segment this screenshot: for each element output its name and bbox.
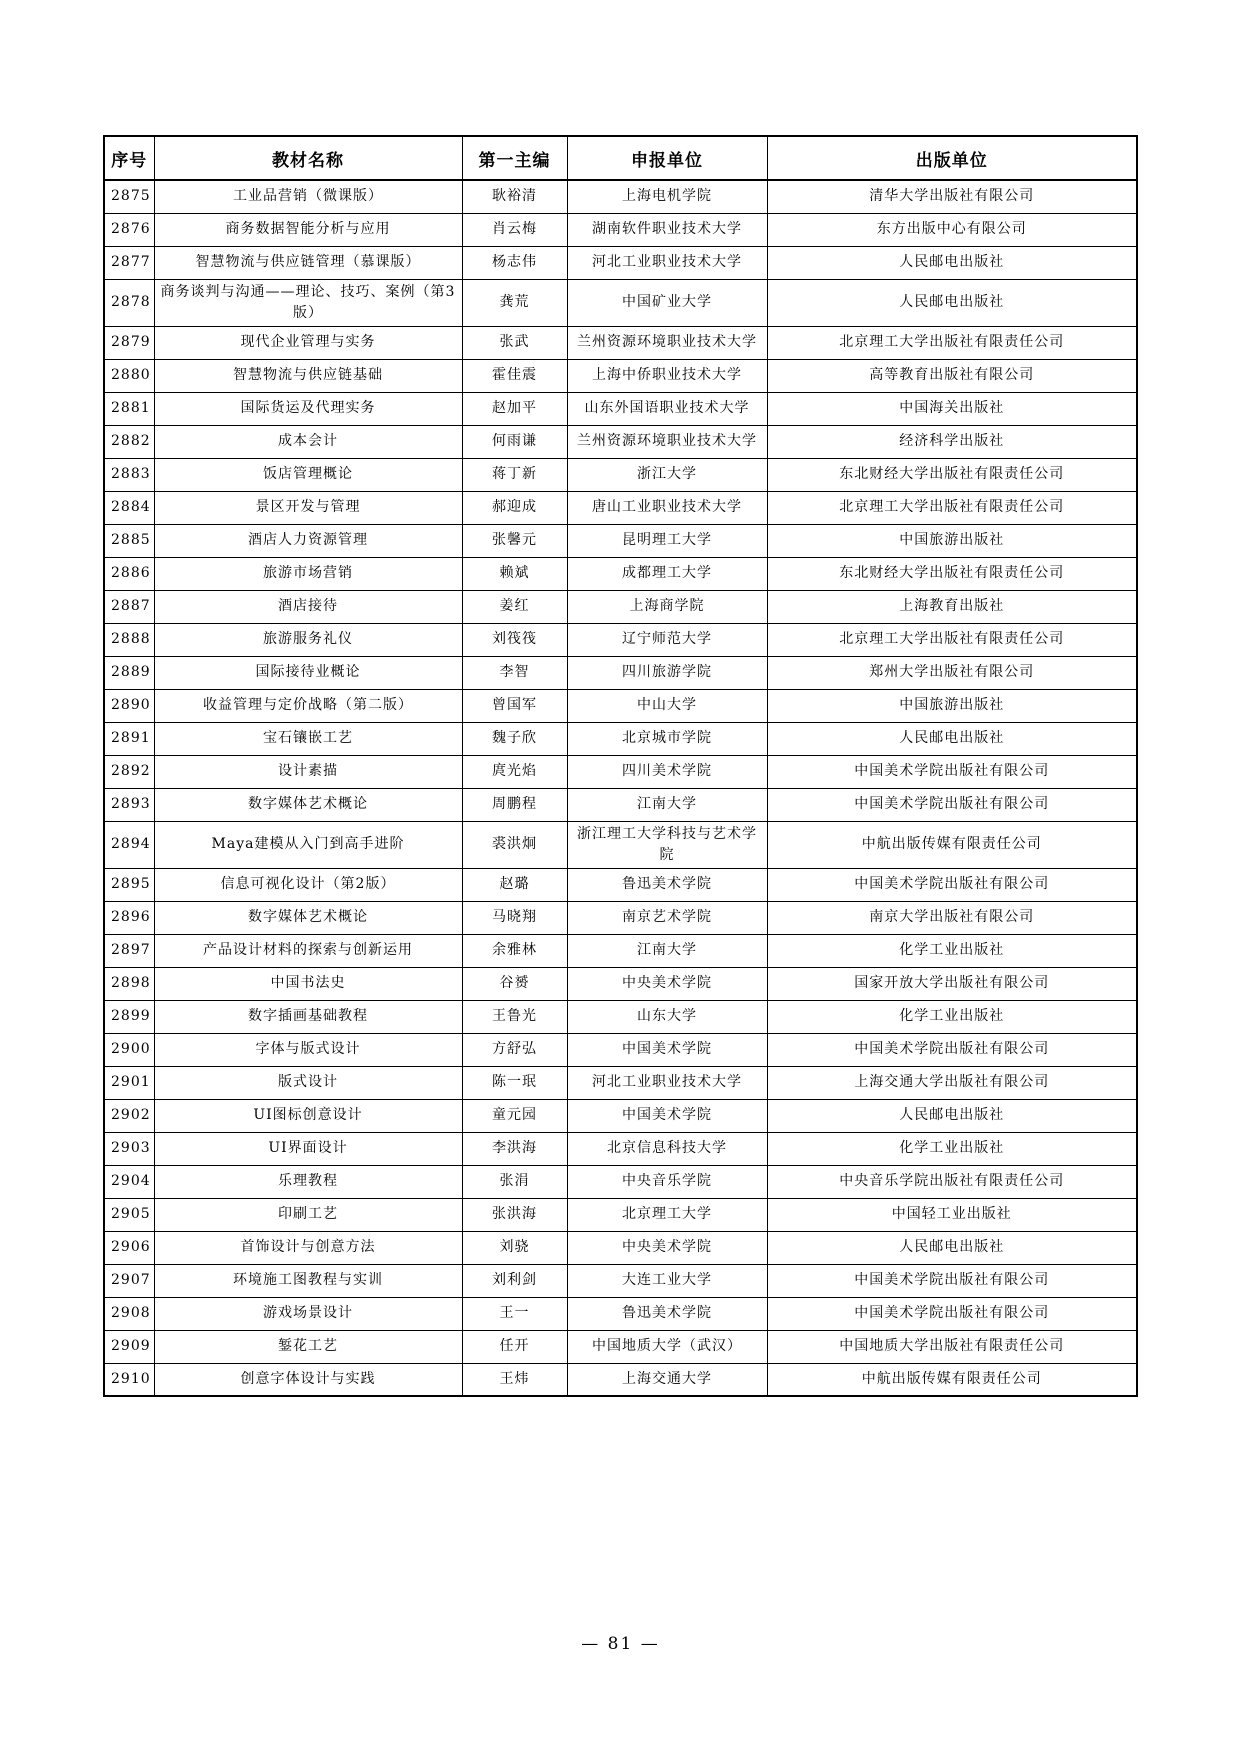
- table-row: [104, 689, 1137, 722]
- table-row: [104, 722, 1137, 755]
- cell-textbook-name: 旅游服务礼仪: [154, 623, 462, 656]
- cell-applying-unit: 大连工业大学: [567, 1264, 767, 1297]
- cell-textbook-name: 数字媒体艺术概论: [154, 788, 462, 821]
- cell-serial-number: 2887: [104, 590, 154, 623]
- cell-textbook-name: Maya建模从入门到高手进阶: [154, 821, 462, 868]
- cell-serial-number: 2892: [104, 755, 154, 788]
- cell-applying-unit: 河北工业职业技术大学: [567, 246, 767, 279]
- cell-first-editor: 刘骁: [462, 1231, 567, 1264]
- cell-applying-unit: 河北工业职业技术大学: [567, 1066, 767, 1099]
- table-row: [104, 1363, 1137, 1396]
- cell-first-editor: 张涓: [462, 1165, 567, 1198]
- cell-textbook-name: 国际接待业概论: [154, 656, 462, 689]
- cell-first-editor: 陈一珉: [462, 1066, 567, 1099]
- cell-publishing-unit: 人民邮电出版社: [767, 1231, 1137, 1264]
- cell-publishing-unit: 上海交通大学出版社有限公司: [767, 1066, 1137, 1099]
- cell-first-editor: 刘利剑: [462, 1264, 567, 1297]
- cell-applying-unit: 中国地质大学（武汉）: [567, 1330, 767, 1363]
- cell-textbook-name: 酒店接待: [154, 590, 462, 623]
- cell-textbook-name: 游戏场景设计: [154, 1297, 462, 1330]
- cell-serial-number: 2893: [104, 788, 154, 821]
- cell-applying-unit: 中国美术学院: [567, 1099, 767, 1132]
- cell-first-editor: 魏子欣: [462, 722, 567, 755]
- cell-textbook-name: 商务数据智能分析与应用: [154, 213, 462, 246]
- table-row: [104, 213, 1137, 246]
- table-row: [104, 180, 1137, 213]
- cell-applying-unit: 浙江大学: [567, 458, 767, 491]
- cell-applying-unit: 兰州资源环境职业技术大学: [567, 425, 767, 458]
- cell-serial-number: 2882: [104, 425, 154, 458]
- cell-serial-number: 2883: [104, 458, 154, 491]
- cell-publishing-unit: 北京理工大学出版社有限责任公司: [767, 326, 1137, 359]
- cell-textbook-name: 信息可视化设计（第2版）: [154, 868, 462, 901]
- cell-applying-unit: 江南大学: [567, 934, 767, 967]
- table-row: [104, 1297, 1137, 1330]
- cell-serial-number: 2888: [104, 623, 154, 656]
- cell-applying-unit: 江南大学: [567, 788, 767, 821]
- cell-serial-number: 2880: [104, 359, 154, 392]
- cell-applying-unit: 中山大学: [567, 689, 767, 722]
- cell-publishing-unit: 北京理工大学出版社有限责任公司: [767, 491, 1137, 524]
- cell-publishing-unit: 化学工业出版社: [767, 934, 1137, 967]
- cell-publishing-unit: 化学工业出版社: [767, 1000, 1137, 1033]
- cell-publishing-unit: 中航出版传媒有限责任公司: [767, 821, 1137, 868]
- cell-textbook-name: 宝石镶嵌工艺: [154, 722, 462, 755]
- cell-textbook-name: 印刷工艺: [154, 1198, 462, 1231]
- table-row: [104, 524, 1137, 557]
- cell-serial-number: 2902: [104, 1099, 154, 1132]
- cell-first-editor: 郝迎成: [462, 491, 567, 524]
- cell-serial-number: 2901: [104, 1066, 154, 1099]
- cell-textbook-name: UI界面设计: [154, 1132, 462, 1165]
- table-row: [104, 934, 1137, 967]
- textbook-table: [103, 135, 1138, 1397]
- table-row: [104, 1099, 1137, 1132]
- column-header-applying-unit: 申报单位: [567, 136, 767, 180]
- cell-applying-unit: 山东大学: [567, 1000, 767, 1033]
- cell-publishing-unit: 中国轻工业出版社: [767, 1198, 1137, 1231]
- cell-applying-unit: 中央音乐学院: [567, 1165, 767, 1198]
- cell-first-editor: 蒋丁新: [462, 458, 567, 491]
- table-row: [104, 901, 1137, 934]
- cell-first-editor: 何雨谦: [462, 425, 567, 458]
- cell-applying-unit: 四川旅游学院: [567, 656, 767, 689]
- cell-applying-unit: 兰州资源环境职业技术大学: [567, 326, 767, 359]
- cell-textbook-name: 智慧物流与供应链基础: [154, 359, 462, 392]
- cell-serial-number: 2908: [104, 1297, 154, 1330]
- cell-first-editor: 裘洪炯: [462, 821, 567, 868]
- cell-serial-number: 2894: [104, 821, 154, 868]
- cell-applying-unit: 北京理工大学: [567, 1198, 767, 1231]
- table-row: [104, 246, 1137, 279]
- cell-publishing-unit: 中国美术学院出版社有限公司: [767, 868, 1137, 901]
- cell-publishing-unit: 人民邮电出版社: [767, 279, 1137, 326]
- cell-publishing-unit: 中国美术学院出版社有限公司: [767, 1264, 1137, 1297]
- cell-applying-unit: 中国矿业大学: [567, 279, 767, 326]
- table-row: [104, 557, 1137, 590]
- cell-publishing-unit: 东方出版中心有限公司: [767, 213, 1137, 246]
- cell-serial-number: 2886: [104, 557, 154, 590]
- table-row: [104, 392, 1137, 425]
- cell-applying-unit: 鲁迅美术学院: [567, 868, 767, 901]
- cell-first-editor: 霍佳震: [462, 359, 567, 392]
- cell-publishing-unit: 中国海关出版社: [767, 392, 1137, 425]
- cell-publishing-unit: 中国美术学院出版社有限公司: [767, 755, 1137, 788]
- cell-first-editor: 杨志伟: [462, 246, 567, 279]
- cell-serial-number: 2875: [104, 180, 154, 213]
- cell-textbook-name: 创意字体设计与实践: [154, 1363, 462, 1396]
- cell-publishing-unit: 经济科学出版社: [767, 425, 1137, 458]
- cell-applying-unit: 辽宁师范大学: [567, 623, 767, 656]
- cell-publishing-unit: 中国美术学院出版社有限公司: [767, 1033, 1137, 1066]
- cell-publishing-unit: 化学工业出版社: [767, 1132, 1137, 1165]
- cell-first-editor: 刘筏筏: [462, 623, 567, 656]
- table-row: [104, 788, 1137, 821]
- cell-textbook-name: 国际货运及代理实务: [154, 392, 462, 425]
- cell-serial-number: 2899: [104, 1000, 154, 1033]
- cell-first-editor: 张洪海: [462, 1198, 567, 1231]
- table-body: [104, 180, 1137, 1396]
- cell-serial-number: 2905: [104, 1198, 154, 1231]
- cell-serial-number: 2903: [104, 1132, 154, 1165]
- cell-publishing-unit: 中央音乐学院出版社有限责任公司: [767, 1165, 1137, 1198]
- cell-serial-number: 2898: [104, 967, 154, 1000]
- cell-serial-number: 2890: [104, 689, 154, 722]
- table-row: [104, 1264, 1137, 1297]
- cell-applying-unit: 昆明理工大学: [567, 524, 767, 557]
- table-row: [104, 868, 1137, 901]
- cell-first-editor: 王一: [462, 1297, 567, 1330]
- table-row: [104, 279, 1137, 326]
- textbook-table-container: [103, 135, 1138, 1397]
- table-row: [104, 1066, 1137, 1099]
- cell-publishing-unit: 东北财经大学出版社有限责任公司: [767, 458, 1137, 491]
- cell-applying-unit: 成都理工大学: [567, 557, 767, 590]
- cell-textbook-name: 酒店人力资源管理: [154, 524, 462, 557]
- cell-first-editor: 赵璐: [462, 868, 567, 901]
- cell-first-editor: 李智: [462, 656, 567, 689]
- cell-serial-number: 2906: [104, 1231, 154, 1264]
- cell-applying-unit: 南京艺术学院: [567, 901, 767, 934]
- cell-publishing-unit: 中国地质大学出版社有限责任公司: [767, 1330, 1137, 1363]
- cell-publishing-unit: 高等教育出版社有限公司: [767, 359, 1137, 392]
- cell-applying-unit: 上海商学院: [567, 590, 767, 623]
- cell-first-editor: 周鹏程: [462, 788, 567, 821]
- cell-textbook-name: 版式设计: [154, 1066, 462, 1099]
- cell-textbook-name: 智慧物流与供应链管理（慕课版）: [154, 246, 462, 279]
- cell-textbook-name: 錾花工艺: [154, 1330, 462, 1363]
- column-header-publishing-unit: 出版单位: [767, 136, 1137, 180]
- cell-textbook-name: 成本会计: [154, 425, 462, 458]
- cell-applying-unit: 上海电机学院: [567, 180, 767, 213]
- cell-first-editor: 马晓翔: [462, 901, 567, 934]
- cell-publishing-unit: 人民邮电出版社: [767, 246, 1137, 279]
- cell-publishing-unit: 中国美术学院出版社有限公司: [767, 1297, 1137, 1330]
- cell-serial-number: 2879: [104, 326, 154, 359]
- table-row: [104, 590, 1137, 623]
- cell-textbook-name: 环境施工图教程与实训: [154, 1264, 462, 1297]
- cell-textbook-name: 景区开发与管理: [154, 491, 462, 524]
- table-row: [104, 425, 1137, 458]
- cell-publishing-unit: 人民邮电出版社: [767, 722, 1137, 755]
- cell-serial-number: 2876: [104, 213, 154, 246]
- cell-serial-number: 2904: [104, 1165, 154, 1198]
- table-row: [104, 491, 1137, 524]
- cell-serial-number: 2896: [104, 901, 154, 934]
- cell-textbook-name: 收益管理与定价战略（第二版）: [154, 689, 462, 722]
- table-row: [104, 755, 1137, 788]
- cell-applying-unit: 上海交通大学: [567, 1363, 767, 1396]
- cell-first-editor: 童元园: [462, 1099, 567, 1132]
- table-row: [104, 1231, 1137, 1264]
- table-row: [104, 1132, 1137, 1165]
- cell-applying-unit: 湖南软件职业技术大学: [567, 213, 767, 246]
- cell-first-editor: 余雅林: [462, 934, 567, 967]
- cell-serial-number: 2884: [104, 491, 154, 524]
- cell-first-editor: 龚荒: [462, 279, 567, 326]
- cell-applying-unit: 山东外国语职业技术大学: [567, 392, 767, 425]
- cell-textbook-name: UI图标创意设计: [154, 1099, 462, 1132]
- page-number: — 81 —: [581, 1634, 660, 1654]
- cell-first-editor: 赵加平: [462, 392, 567, 425]
- table-row: [104, 1330, 1137, 1363]
- cell-serial-number: 2895: [104, 868, 154, 901]
- cell-applying-unit: 中国美术学院: [567, 1033, 767, 1066]
- cell-publishing-unit: 中国旅游出版社: [767, 689, 1137, 722]
- cell-serial-number: 2878: [104, 279, 154, 326]
- cell-textbook-name: 现代企业管理与实务: [154, 326, 462, 359]
- table-row: [104, 359, 1137, 392]
- table-row: [104, 656, 1137, 689]
- cell-textbook-name: 字体与版式设计: [154, 1033, 462, 1066]
- cell-serial-number: 2889: [104, 656, 154, 689]
- cell-applying-unit: 北京信息科技大学: [567, 1132, 767, 1165]
- table-row: [104, 1198, 1137, 1231]
- cell-publishing-unit: 人民邮电出版社: [767, 1099, 1137, 1132]
- column-header-serial-number: 序号: [104, 136, 154, 180]
- cell-serial-number: 2897: [104, 934, 154, 967]
- table-row: [104, 821, 1137, 868]
- cell-serial-number: 2881: [104, 392, 154, 425]
- cell-serial-number: 2900: [104, 1033, 154, 1066]
- cell-first-editor: 谷赟: [462, 967, 567, 1000]
- table-row: [104, 458, 1137, 491]
- cell-textbook-name: 首饰设计与创意方法: [154, 1231, 462, 1264]
- cell-textbook-name: 数字媒体艺术概论: [154, 901, 462, 934]
- table-row: [104, 1000, 1137, 1033]
- cell-publishing-unit: 上海教育出版社: [767, 590, 1137, 623]
- cell-first-editor: 赖斌: [462, 557, 567, 590]
- cell-textbook-name: 饭店管理概论: [154, 458, 462, 491]
- cell-textbook-name: 中国书法史: [154, 967, 462, 1000]
- cell-first-editor: 肖云梅: [462, 213, 567, 246]
- cell-serial-number: 2891: [104, 722, 154, 755]
- cell-publishing-unit: 国家开放大学出版社有限公司: [767, 967, 1137, 1000]
- column-header-first-editor: 第一主编: [462, 136, 567, 180]
- cell-applying-unit: 上海中侨职业技术大学: [567, 359, 767, 392]
- table-row: [104, 1165, 1137, 1198]
- cell-applying-unit: 中央美术学院: [567, 967, 767, 1000]
- cell-first-editor: 王炜: [462, 1363, 567, 1396]
- cell-publishing-unit: 东北财经大学出版社有限责任公司: [767, 557, 1137, 590]
- cell-first-editor: 耿裕清: [462, 180, 567, 213]
- table-row: [104, 1033, 1137, 1066]
- cell-textbook-name: 旅游市场营销: [154, 557, 462, 590]
- cell-serial-number: 2885: [104, 524, 154, 557]
- cell-serial-number: 2907: [104, 1264, 154, 1297]
- cell-publishing-unit: 南京大学出版社有限公司: [767, 901, 1137, 934]
- table-row: [104, 326, 1137, 359]
- cell-applying-unit: 中央美术学院: [567, 1231, 767, 1264]
- cell-textbook-name: 商务谈判与沟通——理论、技巧、案例（第3版）: [154, 279, 462, 326]
- cell-first-editor: 庹光焰: [462, 755, 567, 788]
- cell-applying-unit: 鲁迅美术学院: [567, 1297, 767, 1330]
- column-header-textbook-name: 教材名称: [154, 136, 462, 180]
- cell-first-editor: 李洪海: [462, 1132, 567, 1165]
- cell-first-editor: 方舒弘: [462, 1033, 567, 1066]
- cell-serial-number: 2910: [104, 1363, 154, 1396]
- cell-publishing-unit: 中航出版传媒有限责任公司: [767, 1363, 1137, 1396]
- cell-textbook-name: 乐理教程: [154, 1165, 462, 1198]
- cell-applying-unit: 唐山工业职业技术大学: [567, 491, 767, 524]
- table-row: [104, 967, 1137, 1000]
- cell-textbook-name: 设计素描: [154, 755, 462, 788]
- cell-textbook-name: 数字插画基础教程: [154, 1000, 462, 1033]
- table-header-row: [104, 136, 1137, 180]
- cell-publishing-unit: 中国旅游出版社: [767, 524, 1137, 557]
- table-row: [104, 623, 1137, 656]
- cell-publishing-unit: 清华大学出版社有限公司: [767, 180, 1137, 213]
- cell-first-editor: 姜红: [462, 590, 567, 623]
- cell-first-editor: 张武: [462, 326, 567, 359]
- cell-first-editor: 任开: [462, 1330, 567, 1363]
- cell-first-editor: 王鲁光: [462, 1000, 567, 1033]
- cell-first-editor: 曾国军: [462, 689, 567, 722]
- cell-applying-unit: 四川美术学院: [567, 755, 767, 788]
- cell-serial-number: 2877: [104, 246, 154, 279]
- cell-serial-number: 2909: [104, 1330, 154, 1363]
- cell-applying-unit: 北京城市学院: [567, 722, 767, 755]
- cell-textbook-name: 工业品营销（微课版）: [154, 180, 462, 213]
- cell-publishing-unit: 郑州大学出版社有限公司: [767, 656, 1137, 689]
- cell-textbook-name: 产品设计材料的探索与创新运用: [154, 934, 462, 967]
- cell-publishing-unit: 北京理工大学出版社有限责任公司: [767, 623, 1137, 656]
- cell-first-editor: 张馨元: [462, 524, 567, 557]
- cell-publishing-unit: 中国美术学院出版社有限公司: [767, 788, 1137, 821]
- cell-applying-unit: 浙江理工大学科技与艺术学院: [567, 821, 767, 868]
